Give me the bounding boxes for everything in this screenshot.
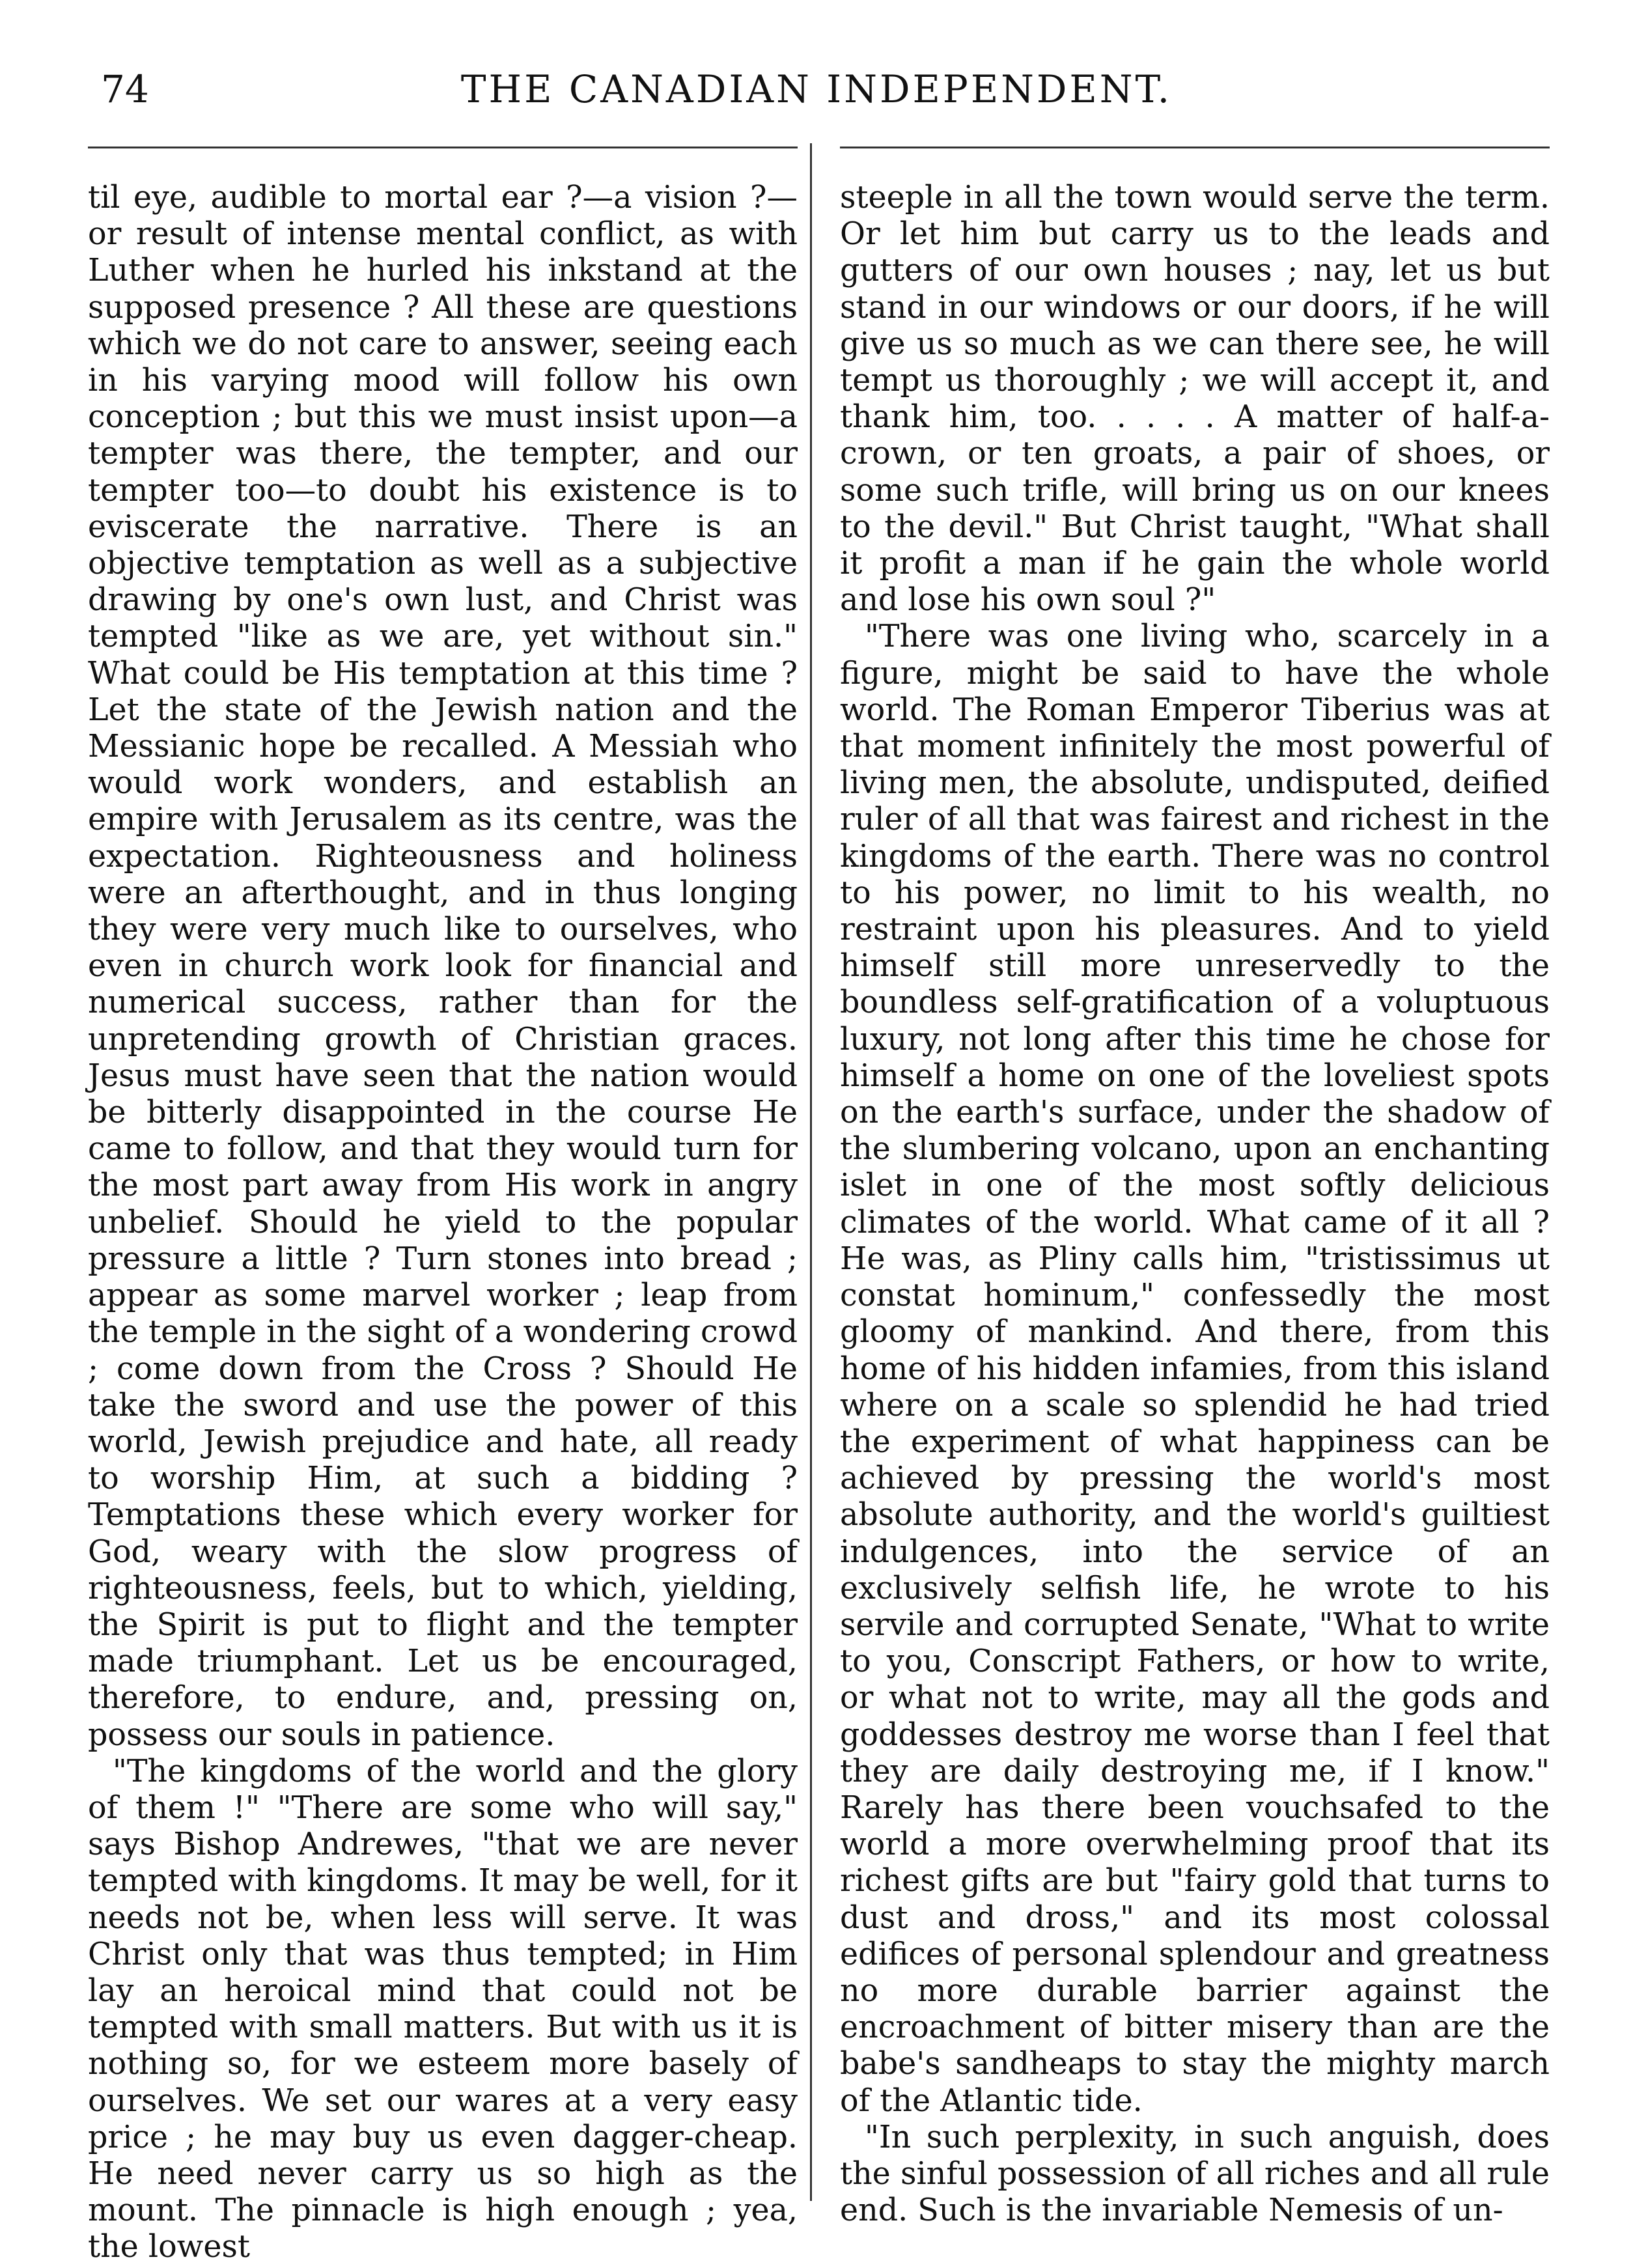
header-rule-right <box>840 147 1550 148</box>
right-paragraph-1: steeple in all the town would serve the term. Or let him but carry us to the leads and gutters of our own houses ; nay, let us but stand in our windows or our doors, if he will give us so much as we can there see, he will tempt us thoroughly ; we will accept it, and thank him, too. . . . . A matter of half-a-crown, or ten groats, a pair of shoes, or some such trifle, will bring us on our knees to the devil." But Christ taught, "What shall it profit a man if he gain the whole world and lose his own soul ?" <box>840 180 1550 619</box>
column-divider <box>810 143 812 2201</box>
left-paragraph-2: "The kingdoms of the world and the glory of them !" "There are some who will say," says Bishop Andrewes, "that we are never tempted with kingdoms. It may be well, for it needs not be, when less will serve. It was Christ only that was thus tempted; in Him lay an heroical mind that could not be tempted with small matters. But with us it is nothing so, for we esteem more basely of ourselves. We set our wares at a very easy price ; he may buy us even dagger-cheap. He need never carry us so high as the mount. The pinnacle is high enough ; yea, the lowest <box>88 1753 798 2265</box>
right-paragraph-2: "There was one living who, scarcely in a figure, might be said to have the whole world. The Roman Emperor Tiberius was at that moment infinitely the most powerful of living men, the absolute, undisputed, deified ruler of all that was fairest and richest in the kingdoms of the earth. There was no control to his power, no limit to his wealth, no restraint upon his pleasures. And to yield himself still more unreservedly to the boundless self-gratification of a voluptuous luxury, not long after this time he chose for himself a home on one of the loveliest spots on the earth's surface, under the shadow of the slumbering volcano, upon an enchanting islet in one of the most softly delicious climates of the world. What came of it all ? He was, as Pliny calls him, "tristissimus ut constat hominum," confessedly the most gloomy of mankind. And there, from this home of his hidden infamies, from this island where on a scale so splendid he had tried the experiment of what happiness can be achieved by pressing the world's most absolute authority, and the world's guiltiest indulgences, into the service of an exclusively selfish life, he wrote to his servile and corrupted Senate, "What to write to you, Conscript Fathers, or how to write, or what not to write, may all the gods and goddesses destroy me worse than I feel that they are daily destroying me, if I know." Rarely has there been vouchsafed to the world a more overwhelming proof that its richest gifts are but "fairy gold that turns to dust and dross," and its most colossal edifices of personal splendour and greatness no more durable barrier against the encroachment of bitter misery than are the babe's sandheaps to stay the mighty march of the Atlantic tide. <box>840 619 1550 2119</box>
running-title: THE CANADIAN INDEPENDENT. <box>460 67 1173 111</box>
left-paragraph-1: til eye, audible to mortal ear ?—a vision ?—or result of intense mental conflict, as with Luther when he hurled his inkstand at the supposed presence ? All these are questions which we do not care to answer, seeing each in his varying mood will follow his own conception ; but this we must insist upon—a tempter was there, the tempter, and our tempter too—to doubt his existence is to eviscerate the narrative. There is an objective temptation as well as a subjective drawing by one's own lust, and Christ was tempted "like as we are, yet without sin." What could be His temptation at this time ? Let the state of the Jewish nation and the Messianic hope be recalled. A Messiah who would work wonders, and establish an empire with Jerusalem as its centre, was the expectation. Righteousness and holiness were an afterthought, and in thus longing they were very much like to ourselves, who even in church work look for financial and numerical success, rather than for the unpretending growth of Christian graces. Jesus must have seen that the nation would be bitterly disappointed in the course He came to follow, and that they would turn for the most part away from His work in angry unbelief. Should he yield to the popular pressure a little ? Turn stones into bread ; appear as some marvel worker ; leap from the temple in the sight of a wondering crowd ; come down from the Cross ? Should He take the sword and use the power of this world, Jewish prejudice and hate, all ready to worship Him, at such a bidding ? Temptations these which every worker for God, weary with the slow progress of righteousness, feels, but to which, yielding, the Spirit is put to flight and the tempter made triumphant. Let us be encouraged, therefore, to endure, and, pressing on, possess our souls in patience. <box>88 180 798 1753</box>
right-paragraph-3: "In such perplexity, in such anguish, does the sinful possession of all riches and all rule end. Such is the invariable Nemesis of un- <box>840 2119 1550 2229</box>
right-column <box>840 180 1550 2229</box>
left-column <box>88 180 798 2266</box>
header-rule-left <box>88 147 798 148</box>
page-header <box>0 0 1633 130</box>
page-number: 74 <box>101 67 149 111</box>
